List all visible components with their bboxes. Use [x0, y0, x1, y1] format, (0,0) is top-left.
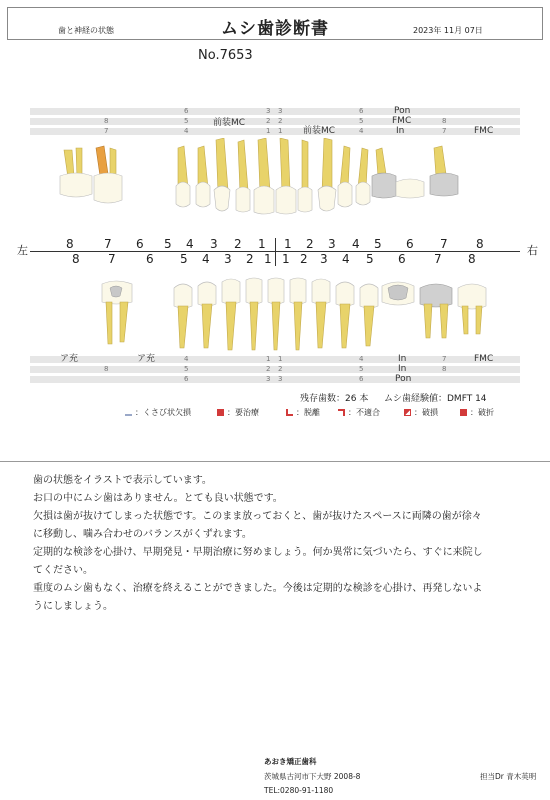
num: 4 [359, 355, 364, 363]
side-right: 右 [527, 244, 538, 257]
doctor-in-charge: 担当Dr 青木英明 [480, 772, 537, 781]
comment-line: 歯の状態をイラストで表示しています。 [33, 475, 212, 486]
legend-misfit: ：不適合 [338, 407, 380, 418]
dmft-score: ムシ歯経験値：DMFT 14 [384, 394, 487, 404]
tooth-number: 5 [180, 252, 188, 266]
num: 1 [278, 127, 283, 135]
tooth-upper-right-2 [298, 140, 312, 212]
label-resin-filling: ア充 [60, 354, 79, 364]
num: 3 [278, 107, 283, 115]
num: 5 [184, 365, 189, 373]
legend-damage: ：破損 [404, 407, 438, 418]
tooth-lower-right-8 [458, 284, 486, 334]
label-in: In [398, 354, 407, 364]
num: 3 [266, 107, 271, 115]
treatment-icon [217, 409, 224, 416]
tooth-number: 8 [72, 252, 80, 266]
section-divider [0, 461, 550, 462]
tooth-upper-right-7-pontic [396, 179, 424, 198]
num: 2 [266, 365, 271, 373]
comment-line: うにしましょう。 [33, 601, 113, 612]
tooth-number: 4 [202, 252, 210, 266]
comment-line: 欠損は歯が抜けてしまった状態です。このまま放っておくと、歯が抜けたスペースに両隣の歯が徐々 [33, 511, 482, 522]
tooth-lower-right-1 [268, 278, 284, 350]
tooth-lower-right-7-fmc [420, 284, 452, 338]
tooth-upper-left-7 [94, 146, 122, 203]
midline-vertical [275, 238, 276, 266]
remaining-teeth: 残存歯数：26 本 [300, 394, 369, 404]
tooth-number: 7 [108, 252, 116, 266]
comment-line: 重度のムシ歯もなく、治療を終えることができました。今後は定期的な検診を心掛け、再発しないよ [33, 583, 483, 594]
tooth-number: 2 [300, 252, 308, 266]
num: 7 [442, 355, 447, 363]
lower-teeth [50, 272, 500, 352]
label-veneer-mc-left: 前装MC [213, 118, 246, 128]
num: 5 [359, 365, 364, 373]
num: 2 [266, 117, 271, 125]
num: 3 [266, 375, 271, 383]
num: 1 [266, 127, 271, 135]
comment-line: お口の中にムシ歯はありません。とても良い状態です。 [33, 493, 283, 504]
num: 1 [266, 355, 271, 363]
tooth-upper-left-5 [176, 146, 190, 207]
tooth-upper-right-1 [276, 138, 296, 214]
tooth-lower-right-5 [360, 284, 378, 346]
chart-number: No.7653 [198, 48, 253, 63]
label-pon: Pon [394, 106, 411, 116]
tooth-number: 1 [264, 252, 272, 266]
tooth-number: 5 [374, 237, 382, 251]
tooth-number: 5 [366, 252, 374, 266]
num: 1 [278, 355, 283, 363]
clinic-tel: TEL:0280-91-1180 [264, 786, 334, 795]
legend-treatment: ：要治療 [217, 407, 259, 418]
tooth-upper-left-3 [214, 138, 230, 211]
tooth-number: 6 [406, 237, 414, 251]
tooth-lower-left-7 [102, 281, 132, 344]
label-veneer-mc-right: 前装MC [303, 126, 336, 136]
label-in: In [398, 364, 407, 374]
num: 6 [359, 107, 364, 115]
tooth-lower-right-2 [290, 278, 306, 350]
misfit-icon [338, 409, 345, 416]
tooth-upper-right-3 [318, 138, 336, 211]
dislocation-icon [286, 409, 293, 416]
tooth-upper-right-4 [338, 146, 352, 207]
num: 8 [104, 117, 109, 125]
tooth-lower-left-1 [246, 278, 262, 350]
tooth-number: 6 [136, 237, 144, 251]
tooth-number: 4 [342, 252, 350, 266]
num: 3 [278, 375, 283, 383]
num: 8 [442, 365, 447, 373]
label-fmc-far: FMC [474, 126, 494, 136]
label-pon: Pon [395, 374, 412, 384]
tooth-upper-left-1 [254, 138, 274, 214]
tooth-number: 3 [328, 237, 336, 251]
tooth-number: 3 [210, 237, 218, 251]
comment-line: に移動し、噛み合わせのバランスがくずれます。 [33, 529, 252, 540]
num: 8 [442, 117, 447, 125]
comment-line: 定期的な検診を心掛け、早期発見・早期治療に努めましょう。何か異常に気づいたら、すぐに来院し [33, 547, 483, 558]
num: 7 [104, 127, 109, 135]
legend-dislocation: ：脱離 [286, 407, 320, 418]
tooth-upper-left-2 [236, 140, 250, 212]
tooth-number: 2 [246, 252, 254, 266]
tooth-lower-left-3 [198, 282, 216, 348]
tooth-number: 7 [434, 252, 442, 266]
tooth-upper-left-4 [196, 146, 210, 207]
tooth-number: 8 [66, 237, 74, 251]
num: 2 [278, 117, 283, 125]
tooth-number: 4 [186, 237, 194, 251]
tooth-lower-right-6-inlay [382, 282, 414, 305]
num: 5 [359, 117, 364, 125]
report-date: 2023年 11月 07日 [413, 26, 483, 35]
side-left: 左 [17, 244, 28, 257]
band [30, 356, 520, 363]
legend-wedge: ：くさび状欠損 [125, 407, 191, 418]
tooth-upper-right-6-inlay [372, 148, 396, 198]
legend-fracture: ：破折 [460, 407, 494, 418]
num: 6 [359, 375, 364, 383]
num: 7 [442, 127, 447, 135]
num: 2 [278, 365, 283, 373]
tooth-lower-right-3 [312, 279, 330, 348]
tooth-number: 8 [476, 237, 484, 251]
label-fmc: FMC [392, 116, 412, 126]
tooth-upper-right-5 [356, 148, 370, 205]
comment-text [33, 472, 533, 616]
band [30, 108, 520, 115]
label-fmc: FMC [474, 354, 494, 364]
clinic-address: 茨城県古河市下大野 2008-8 [264, 772, 361, 781]
tooth-number: 8 [468, 252, 476, 266]
tooth-number: 2 [306, 237, 314, 251]
num: 4 [359, 127, 364, 135]
num: 6 [184, 107, 189, 115]
tooth-number: 6 [146, 252, 154, 266]
upper-teeth [50, 138, 500, 243]
label-resin-filling: ア充 [137, 354, 156, 364]
num: 4 [184, 127, 189, 135]
tooth-lower-left-2 [222, 279, 240, 350]
fracture-icon [460, 409, 467, 416]
wedge-icon [125, 411, 132, 416]
num: 8 [104, 365, 109, 373]
tooth-number: 3 [224, 252, 232, 266]
label-in: In [396, 126, 405, 136]
report-title: ムシ歯診断書 [221, 19, 329, 39]
tooth-number: 2 [234, 237, 242, 251]
band [30, 376, 520, 383]
tooth-upper-left-8 [60, 148, 92, 197]
header-left-label: 歯と神経の状態 [58, 26, 114, 35]
damage-icon [404, 409, 411, 416]
tooth-number: 5 [164, 237, 172, 251]
tooth-number: 6 [398, 252, 406, 266]
comment-line: てください。 [33, 565, 93, 576]
tooth-number: 1 [258, 237, 266, 251]
tooth-number: 7 [440, 237, 448, 251]
num: 4 [184, 355, 189, 363]
tooth-number: 4 [352, 237, 360, 251]
num: 5 [184, 117, 189, 125]
tooth-lower-left-4 [174, 284, 192, 348]
tooth-number: 3 [320, 252, 328, 266]
tooth-number: 7 [104, 237, 112, 251]
tooth-number: 1 [282, 252, 290, 266]
num: 6 [184, 375, 189, 383]
tooth-number: 1 [284, 237, 292, 251]
tooth-lower-right-4 [336, 282, 354, 348]
tooth-upper-right-8-fmc [430, 146, 458, 196]
clinic-name: あおき矯正歯科 [264, 757, 317, 766]
